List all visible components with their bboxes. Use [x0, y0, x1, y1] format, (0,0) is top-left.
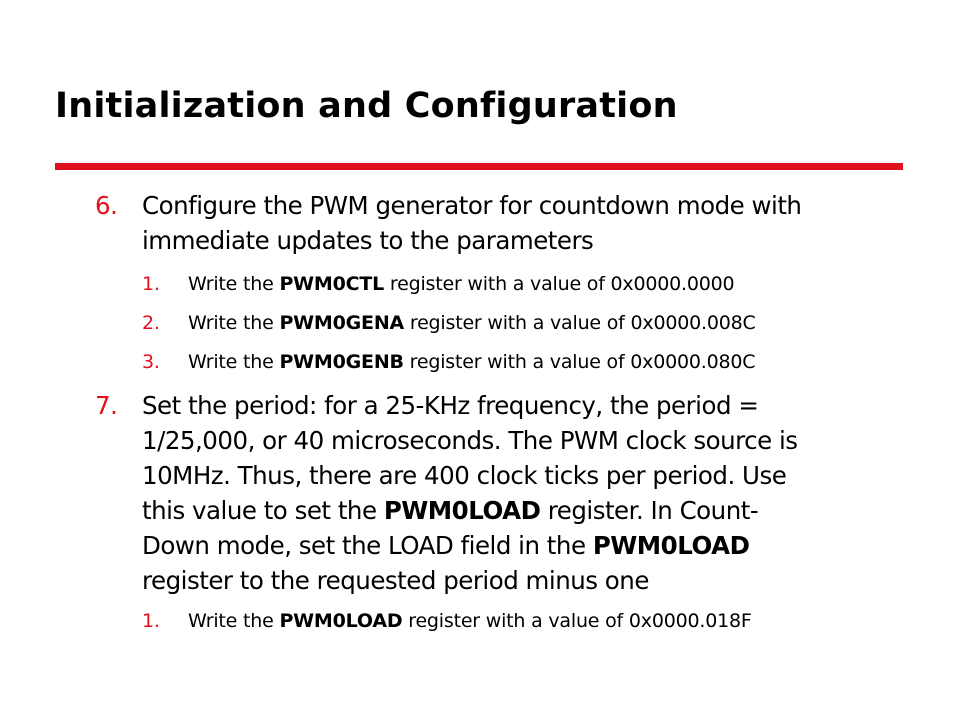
sub-item-text: Write the [188, 610, 280, 632]
item-text: register. In Count- [540, 496, 759, 525]
item-line: register to the requested period minus one [142, 566, 649, 595]
list-item-7 [95, 388, 945, 598]
item-line [142, 493, 945, 528]
register-name: PWM0GENB [279, 351, 404, 373]
sub-item-number: 1. [142, 273, 160, 295]
slide-title: Initialization and Configuration [55, 86, 678, 126]
item-number: 7. [95, 391, 118, 420]
item-number: 6. [95, 191, 118, 220]
sub-item-6-3 [142, 350, 945, 374]
sub-item-6-2 [142, 311, 945, 335]
sub-item-7-1 [142, 609, 945, 633]
list-item-6 [95, 188, 945, 258]
sub-item-text: register with a value of 0x0000.018F [402, 610, 752, 632]
register-name: PWM0GENA [279, 312, 405, 334]
item-line: 1/25,000, or 40 microseconds. The PWM clock source is [142, 426, 798, 455]
item-line [142, 528, 945, 563]
sub-item-text: Write the [188, 312, 280, 334]
item-line: Configure the PWM generator for countdown mode with [142, 191, 802, 220]
sub-item-text: register with a value of 0x0000.0000 [384, 273, 735, 295]
item-text: this value to set the [142, 496, 384, 525]
register-name: PWM0LOAD [383, 496, 541, 525]
sub-item-number: 3. [142, 351, 160, 373]
register-name: PWM0CTL [279, 273, 385, 295]
register-name: PWM0LOAD [592, 531, 750, 560]
sub-item-text: register with a value of 0x0000.080C [403, 351, 756, 373]
sub-item-text: Write the [188, 273, 280, 295]
sub-item-6-1 [142, 272, 945, 296]
slide-content [95, 188, 945, 633]
sub-item-text: register with a value of 0x0000.008C [404, 312, 756, 334]
sub-item-number: 1. [142, 610, 160, 632]
item-line: Set the period: for a 25-KHz frequency, the period = [142, 391, 759, 420]
sub-item-number: 2. [142, 312, 160, 334]
item-line: immediate updates to the parameters [142, 226, 594, 255]
item-line: 10MHz. Thus, there are 400 clock ticks per period. Use [142, 461, 787, 490]
title-underline [55, 163, 903, 170]
sub-item-text: Write the [188, 351, 280, 373]
register-name: PWM0LOAD [279, 610, 403, 632]
item-text: Down mode, set the LOAD field in the [142, 531, 593, 560]
